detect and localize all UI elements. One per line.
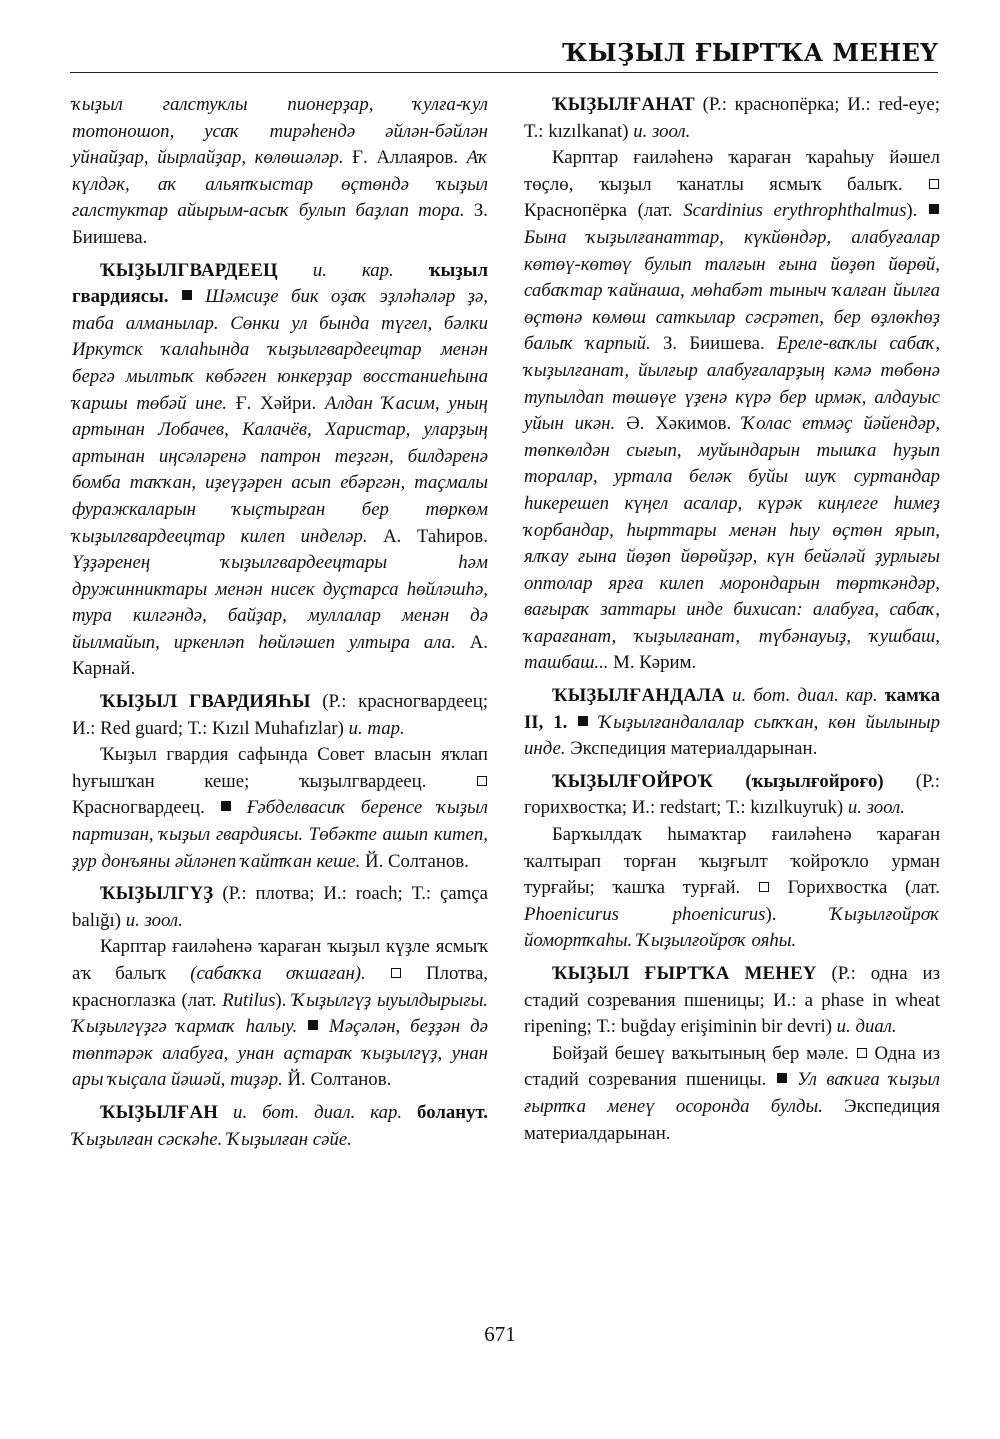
grammar-label: и. бот. диал. кар. [732, 685, 878, 707]
entry-gvardeec [72, 258, 488, 684]
latin-name: Phoenicurus phoenicurus [524, 903, 766, 925]
example-text: Ул ваҡиға ҡыҙыл ғыртҡа менеү осоронда булды. [524, 1069, 940, 1117]
grammar-label: и. тар. [348, 717, 405, 739]
translations: (Р.: красногвардеец; И.: Red guard; Т.: Kızıl Muhafızlar) [72, 691, 488, 739]
entry-gyuz [72, 881, 488, 934]
genitive-form: (ҡыҙылғойроғо) [745, 770, 884, 792]
russian-equivalent-end: ). [906, 200, 918, 222]
grammar-label: и. зоол. [633, 120, 691, 142]
entry-gvardiyasy-def [72, 742, 488, 875]
example-author: А. Карнай. [72, 631, 488, 680]
headword: ҠЫҘЫЛҒОЙРОҠ [552, 770, 714, 792]
example-marker-icon [182, 290, 192, 300]
right-column [524, 92, 940, 1147]
example-source: Экспедиция материалдарынан. [524, 1095, 940, 1144]
definition: Барҡылдаҡ һымаҡтар ғаиләһенә ҡараған ҡалтырап торған ҡыҙғылт ҡойроҡло урман турғайы; ҡашҡа турғай. [524, 824, 940, 899]
translations: (Р.: одна из стадий созревания пшеницы; И.: a phase in wheat ripening; Т.: buğday erişiminin bir devri) [524, 963, 940, 1038]
entry-yganat-def [524, 145, 940, 677]
definition: Бойҙай бешеү ваҡытының бер мәле. [552, 1042, 849, 1064]
russian-equivalent: Плотва, красноглазка (лат. [72, 963, 489, 1011]
example-text: ҡыҙыл галстуклы пионерҙар, ҡулға-ҡул тотоношоп, усаҡ тирәһендә әйлән-бәйлән уйнайҙар, йырлайҙар, көлөшәләр. [72, 94, 488, 169]
headword: ҠЫҘЫЛГҮҘ [100, 883, 214, 905]
example-text: Үҙҙәренең ҡыҙылгвардеецтары һәм дружинниктары менән нисек дуҫтарса һөйләшһә, тура килгәндә, байҙар, муллалар менән дә йылмайып, иркенләп һөйләшеп ултыра ала. [72, 552, 488, 653]
example-text: Ҡыҙылғандалалар сыҡҡан, көн йылыныр инде. [524, 711, 940, 760]
russian-equivalent: Краснопёрка (лат. [524, 200, 673, 222]
cross-reference: ҡамҡа II, 1. [524, 685, 940, 733]
example-author: А. Таһиров. [383, 525, 488, 547]
russian-marker-icon [391, 968, 401, 978]
russian-equivalent-end: ). [765, 903, 777, 925]
entry-gyuz-def [72, 934, 488, 1094]
example-author: Ғ. Аллаяров. [352, 147, 458, 169]
russian-marker-icon [857, 1048, 867, 1058]
example-source: Экспедиция материалдарынан. [570, 738, 818, 760]
russian-equivalent: Красногвардеец. [72, 797, 205, 819]
running-head: ҠЫҘЫЛ ҒЫРТҠА МЕНЕҮ [562, 38, 938, 67]
cross-reference: ҡыҙыл гвардиясы. [72, 259, 488, 308]
example-text: Бына ҡыҙылғанаттар, күкйөндәр, алабуғалар көтөү-көтөү булып талғын ғына йөҙөп йөрөй, сабаҡтар ҡайнаша, мөһабәт тыныч ҡалған йылға өҫтөнә көмөш саткылар сәсрәтеп, бер өҙлөкһөҙ балыҡ ҡарпый. [524, 226, 940, 355]
translations: (Р.: краснопёрка; И.: red-eye; Т.: kızılkanat) [524, 94, 940, 142]
russian-equivalent: Одна из стадий созревания пшеницы. [524, 1042, 940, 1091]
latin-name: Scardinius erythrophthalmus [683, 200, 907, 222]
example-marker-icon [308, 1020, 318, 1030]
example-marker-icon [777, 1073, 787, 1083]
grammar-label: и. зоол. [847, 797, 905, 819]
left-column [72, 92, 488, 1153]
russian-equivalent: Горихвостка (лат. [787, 877, 940, 899]
example-author: Й. Солтанов. [365, 850, 469, 872]
grammar-label: и. бот. диал. кар. [233, 1101, 403, 1123]
example-text: Аҡ күлдәк, аҡ альяпҡыстар өҫтөндә ҡыҙыл галстуктар айырым-асыҡ булып баҙлап тора. [72, 147, 488, 222]
grammar-label: и. кар. [312, 259, 394, 281]
example-marker-icon [578, 716, 588, 726]
example-author: З. Биишева. [72, 200, 488, 248]
example-text: Ҡыҙылғойроҡ йомортҡаһы. Ҡыҙылғойроҡ ояһы. [524, 903, 940, 952]
example-text: Алдан Ҡасим, уның артынан Лобачев, Калачёв, Харистар, уларҙың артынан иңсәләренә патрон теҙгән, билдәренә бомба таҡҡан, иҙеүҙәрен асып ебәргән, таҫмалы фуражкаларын ҡыҫтырған бер төркөм ҡыҙылгвардеецтар килеп инделәр. [72, 392, 488, 547]
example-marker-icon [221, 801, 231, 811]
entry-yandala [524, 683, 940, 763]
example-text: Мәҫәлән, беҙҙән дә төптәрәк алабуға, унан аҫтараҡ ҡыҙылгүҙ, унан ары ҡыҫала йәшәй, тиҙәр. [72, 1016, 489, 1091]
example-text: Ҡолас етмәҫ йәйендәр, төпкөлдән сығып, муйындарын тышҡа һуҙып торалар, уртала беләк буйы шуҡ суртандар һикерешеп күңел асалар, күрәк киңлеге һимеҙ ҡорбандар, һырттары менән һыу өҫтөн ярып, ялҡау ғына йөҙөп йөрөйҙәр, күн бейәләй ҙурлығы оптолар ярға килеп морондарын төрткәндәр, вағыраҡ заттары инде бихисап: алабуға, сабаҡ, ҡарағанат, ҡыҙылғанат, түбәнауыҙ, ҡушбаш, ташбаш... [524, 413, 941, 674]
latin-name: Rutilus [222, 989, 276, 1011]
entry-oyrok-def [524, 822, 940, 955]
entry-menew-def [524, 1041, 940, 1147]
definition: Карптар ғаиләһенә ҡараған ҡыҙыл күҙле ясмыҡ аҡ балыҡ [72, 936, 488, 984]
header-rule [70, 72, 938, 73]
entry-gvardiyasy [72, 689, 488, 742]
example-author: Ә. Хәкимов. [626, 413, 732, 435]
definition: Карптар ғаиләһенә ҡараған ҡараһыу йәшел төҫлө, ҡыҙыл ҡанатлы ясмыҡ балыҡ. [524, 147, 940, 195]
example-author: Ғ. Хәйри. [235, 392, 317, 414]
headword: ҠЫҘЫЛҒАНАТ [552, 94, 695, 115]
translations: (Р.: плотва; И.: roach; Т.: çamça balığı) [72, 883, 488, 931]
headword: ҠЫҘЫЛ ҒЫРТҠА МЕНЕҮ [552, 963, 817, 984]
translations: (Р.: горихвостка; И.: redstart; Т.: kızılkuyruk) [524, 770, 940, 819]
headword: ҠЫҘЫЛҒАНДАЛА [552, 685, 725, 707]
headword: ҠЫҘЫЛҒАН [100, 1101, 219, 1123]
russian-marker-icon [929, 179, 939, 189]
entry-oyrok [524, 769, 940, 822]
cross-reference: боланут. [417, 1101, 488, 1123]
grammar-label: и. диал. [836, 1016, 897, 1038]
headword: ҠЫҘЫЛГВАРДЕЕЦ [100, 259, 278, 281]
grammar-label: и. зоол. [125, 909, 183, 931]
definition: Ҡыҙыл гвардия сафында Совет власын яҡлап һуғышҡан кеше; ҡыҙылгвардеец. [72, 744, 488, 792]
example-text: Ҡыҙылған сәскәһе. Ҡыҙылған сәйе. [72, 1128, 352, 1150]
definition-note: (сабаҡҡа оҡшаған). [190, 963, 366, 984]
example-text: Ҡыҙылгүҙ ыуылдырығы. Ҡыҙылгүҙгә ҡармаҡ һалыу. [72, 989, 489, 1038]
entry-ygan [72, 1100, 488, 1153]
example-author: Й. Солтанов. [287, 1069, 392, 1091]
example-text: Ғәбделвасиҡ беренсе ҡыҙыл партизан, ҡыҙыл гвардиясы. Төбәкте ашып китеп, ҙур донъяны әйләнеп ҡайтҡан кеше. [72, 797, 488, 872]
page-number: 671 [484, 1322, 516, 1346]
headword: ҠЫҘЫЛ ГВАРДИЯҺЫ [100, 691, 311, 713]
example-text: Шәмсиҙе бик оҙаҡ эҙләһәләр ҙә, таба алманылар. Сөнки ул бында түгел, бәлки Иркутск ҡалаһында ҡыҙылгвардеецтар менән бергә мылтыҡ көбәген юнкерҙар восстаниеһына ҡаршы төбәй ине. [72, 286, 488, 414]
russian-marker-icon [477, 776, 487, 786]
example-text: Ереле-ваҡлы сабаҡ, ҡыҙылғанат, йылғыр алабуғаларҙың кәмә төбөнә тупылдап төшөүе үҙенә күрә бер ирмәк, алдауыс уйын икән. [524, 333, 941, 435]
russian-marker-icon [759, 882, 769, 892]
entry-menew [524, 961, 940, 1041]
example-author: З. Биишева. [663, 333, 765, 355]
example-marker-icon [929, 204, 939, 214]
entry-yganat [524, 92, 940, 145]
russian-equivalent-end: ). [275, 989, 287, 1011]
entry-continuation [72, 92, 488, 252]
example-author: М. Кәрим. [613, 652, 697, 674]
